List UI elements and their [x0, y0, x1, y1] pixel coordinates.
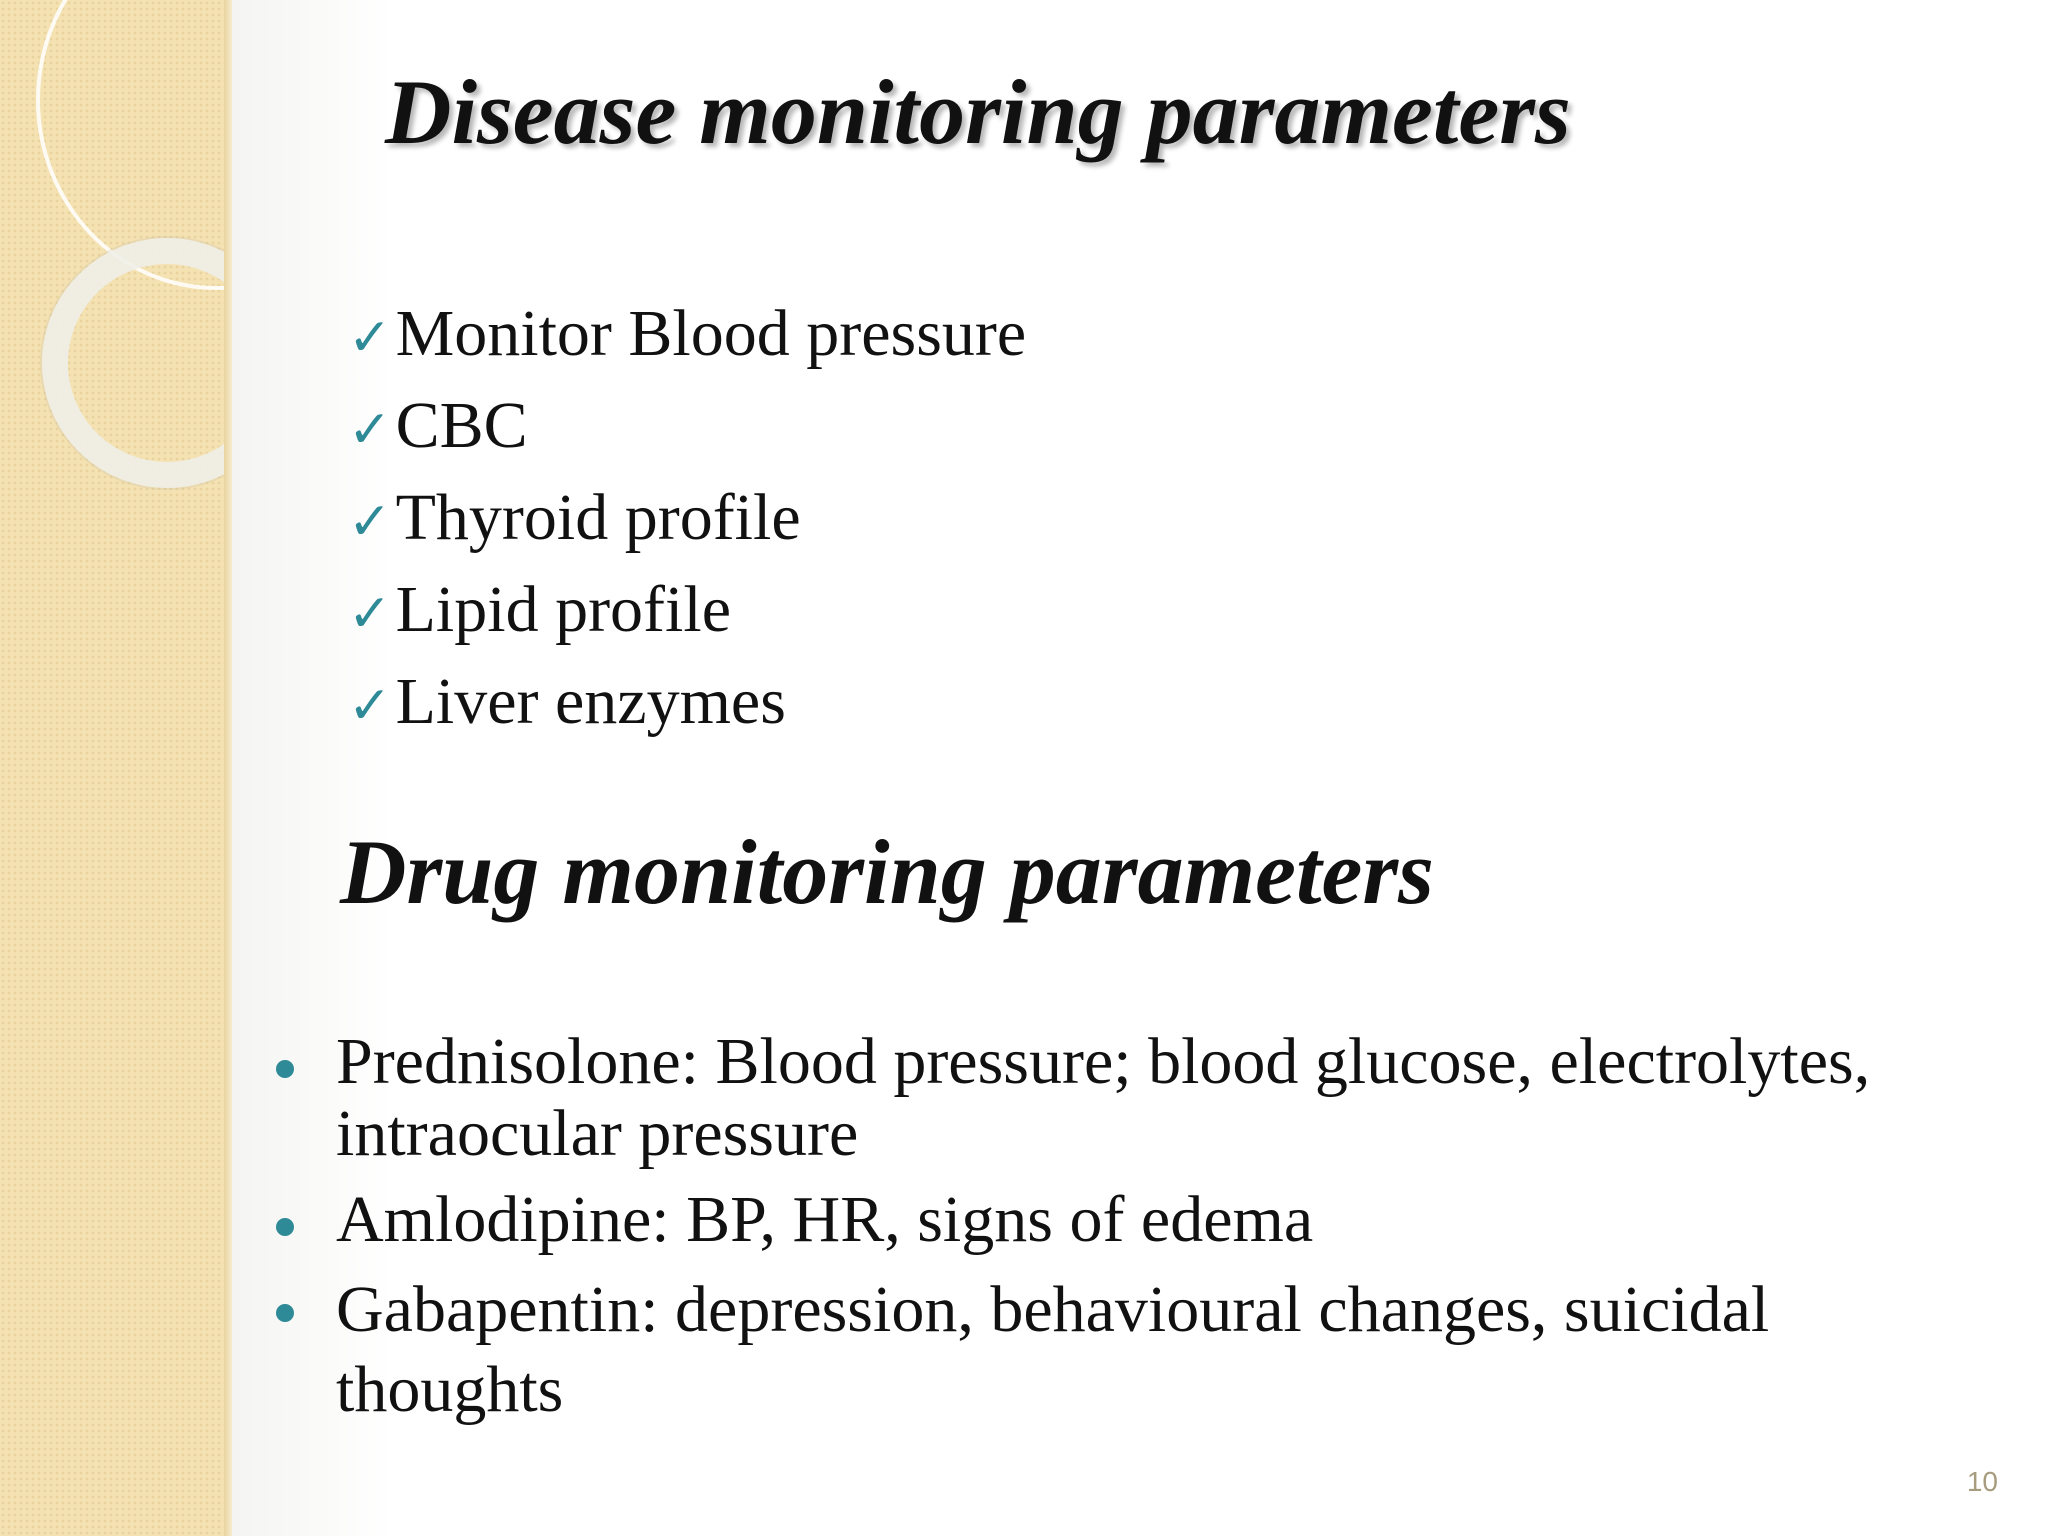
checkmark-icon: ✓: [348, 492, 392, 552]
list-item-label: Monitor Blood pressure: [395, 297, 1027, 370]
decorative-side-band: [0, 0, 228, 1536]
checkmark-icon: ✓: [348, 308, 392, 368]
bullet-dot-icon: [276, 1304, 294, 1322]
list-item-label: Amlodipine: BP, HR, signs of edema: [336, 1183, 1314, 1256]
list-item: [276, 1270, 1976, 1430]
slide-title: Disease monitoring parameters: [385, 61, 1571, 163]
list-item: [348, 290, 1026, 382]
list-item: [348, 382, 1026, 474]
list-item: [348, 566, 1026, 658]
list-item-label: Thyroid profile: [395, 481, 801, 554]
drug-parameter-list: [276, 1026, 1976, 1444]
list-item: [276, 1026, 1976, 1170]
list-item-label: Gabapentin: depression, behavioural changes, suicidal thoughts: [336, 1273, 1770, 1426]
band-edge: [224, 0, 232, 1536]
checkmark-icon: ✓: [348, 584, 392, 644]
list-item: [276, 1184, 1976, 1256]
list-item-label: CBC: [395, 389, 528, 462]
page-number: 10: [1966, 1466, 1998, 1497]
list-item-label: Prednisolone: Blood pressure; blood glucose, electrolytes, intraocular pressure: [336, 1025, 1871, 1170]
list-item: [348, 474, 1026, 566]
section-heading: Drug monitoring parameters: [340, 821, 1434, 923]
bullet-dot-icon: [276, 1060, 294, 1078]
checkmark-icon: ✓: [348, 676, 392, 736]
disease-parameter-list: [348, 290, 1026, 750]
decorative-ring: [42, 238, 228, 488]
list-item-label: Liver enzymes: [395, 665, 786, 738]
list-item: [348, 658, 1026, 750]
checkmark-icon: ✓: [348, 400, 392, 460]
list-item-label: Lipid profile: [395, 573, 731, 646]
bullet-dot-icon: [276, 1218, 294, 1236]
